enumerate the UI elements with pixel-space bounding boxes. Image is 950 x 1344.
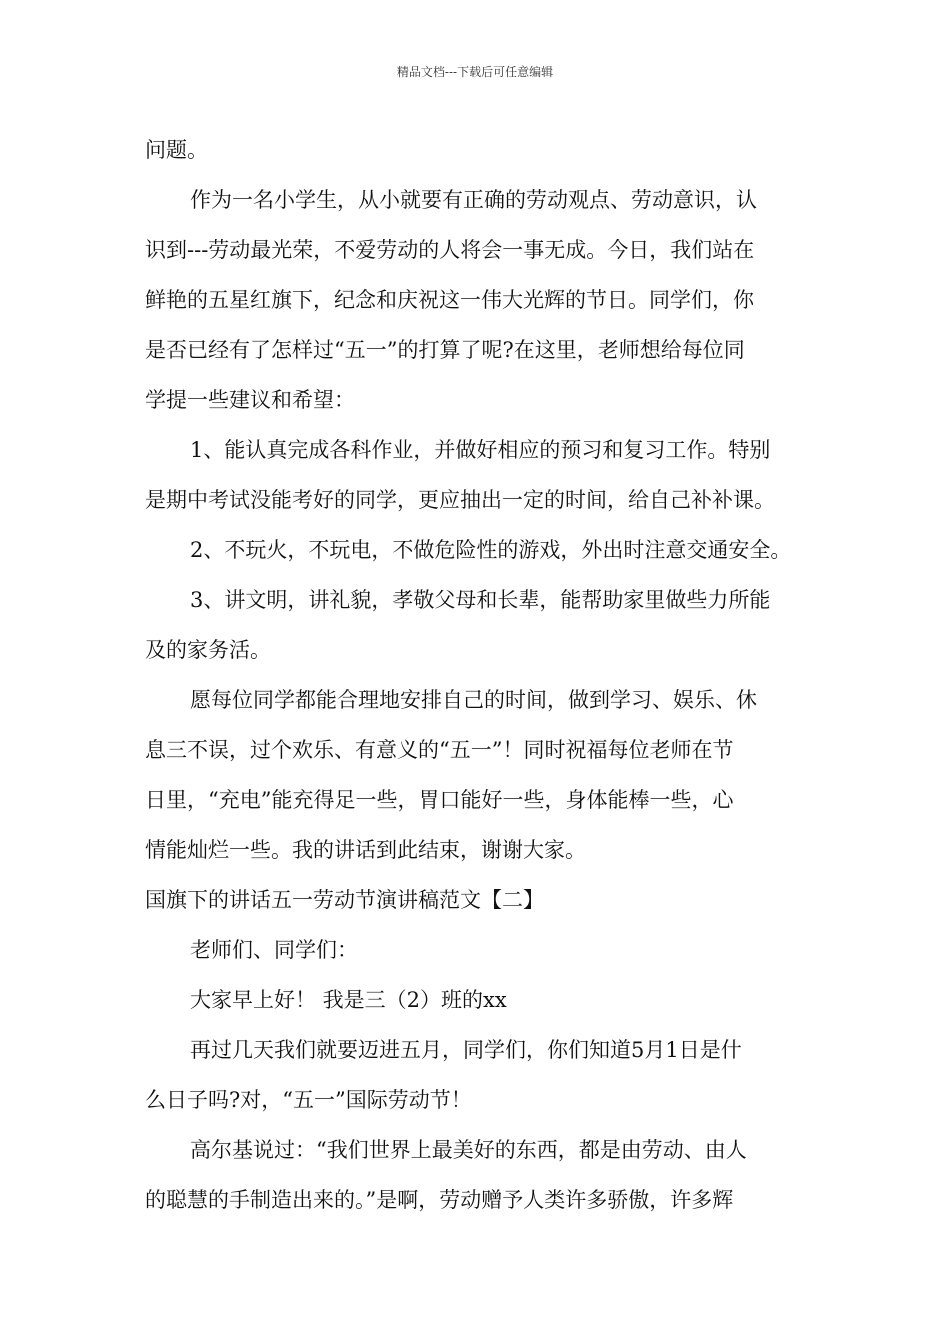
text-line: 愿每位同学都能合理地安排自己的时间，做到学习、娱乐、休 bbox=[190, 688, 757, 712]
text-line: 1、能认真完成各科作业，并做好相应的预习和复习工作。特别 bbox=[190, 438, 771, 462]
page-header: 精品文档---下载后可任意编辑 bbox=[396, 65, 554, 79]
text-line: 老师们、同学们： bbox=[190, 938, 358, 962]
text-line: 情能灿烂一些。我的讲话到此结束，谢谢大家。 bbox=[145, 838, 586, 862]
text-line: 日里，“充电”能充得足一些，胃口能好一些，身体能棒一些，心 bbox=[145, 788, 734, 812]
text-line: 3、讲文明，讲礼貌，孝敬父母和长辈，能帮助家里做些力所能 bbox=[190, 588, 771, 612]
text-line: 鲜艳的五星红旗下，纪念和庆祝这一伟大光辉的节日。同学们，你 bbox=[145, 288, 754, 312]
text-line: 息三不误，过个欢乐、有意义的“五一”！同时祝福每位老师在节 bbox=[145, 738, 734, 762]
text-line: 作为一名小学生，从小就要有正确的劳动观点、劳动意识，认 bbox=[190, 188, 757, 212]
text-line: 及的家务活。 bbox=[145, 638, 271, 662]
document-body bbox=[145, 125, 810, 1225]
text-line: 么日子吗?对，“五一”国际劳动节！ bbox=[145, 1088, 472, 1112]
text-line: 是否已经有了怎样过“五一”的打算了呢?在这里，老师想给每位同 bbox=[145, 338, 745, 362]
text-line: 是期中考试没能考好的同学，更应抽出一定的时间，给自己补补课。 bbox=[145, 488, 775, 512]
text-line: 问题。 bbox=[145, 138, 208, 162]
text-line: 大家早上好！ 我是三（2）班的xx bbox=[190, 988, 507, 1012]
text-line: 识到---劳动最光荣，不爱劳动的人将会一事无成。今日，我们站在 bbox=[145, 238, 755, 262]
text-line: 的聪慧的手制造出来的。”是啊，劳动赠予人类许多骄傲，许多辉 bbox=[145, 1188, 734, 1212]
text-line: 2、不玩火，不玩电，不做危险性的游戏，外出时注意交通安全。 bbox=[190, 538, 792, 562]
text-line: 高尔基说过：“我们世界上最美好的东西，都是由劳动、由人 bbox=[190, 1138, 747, 1162]
text-line: 再过几天我们就要迈进五月，同学们，你们知道5月1日是什 bbox=[190, 1038, 742, 1062]
section-heading: 国旗下的讲话五一劳动节演讲稿范文【二】 bbox=[145, 888, 544, 912]
text-line: 学提一些建议和希望： bbox=[145, 388, 355, 412]
